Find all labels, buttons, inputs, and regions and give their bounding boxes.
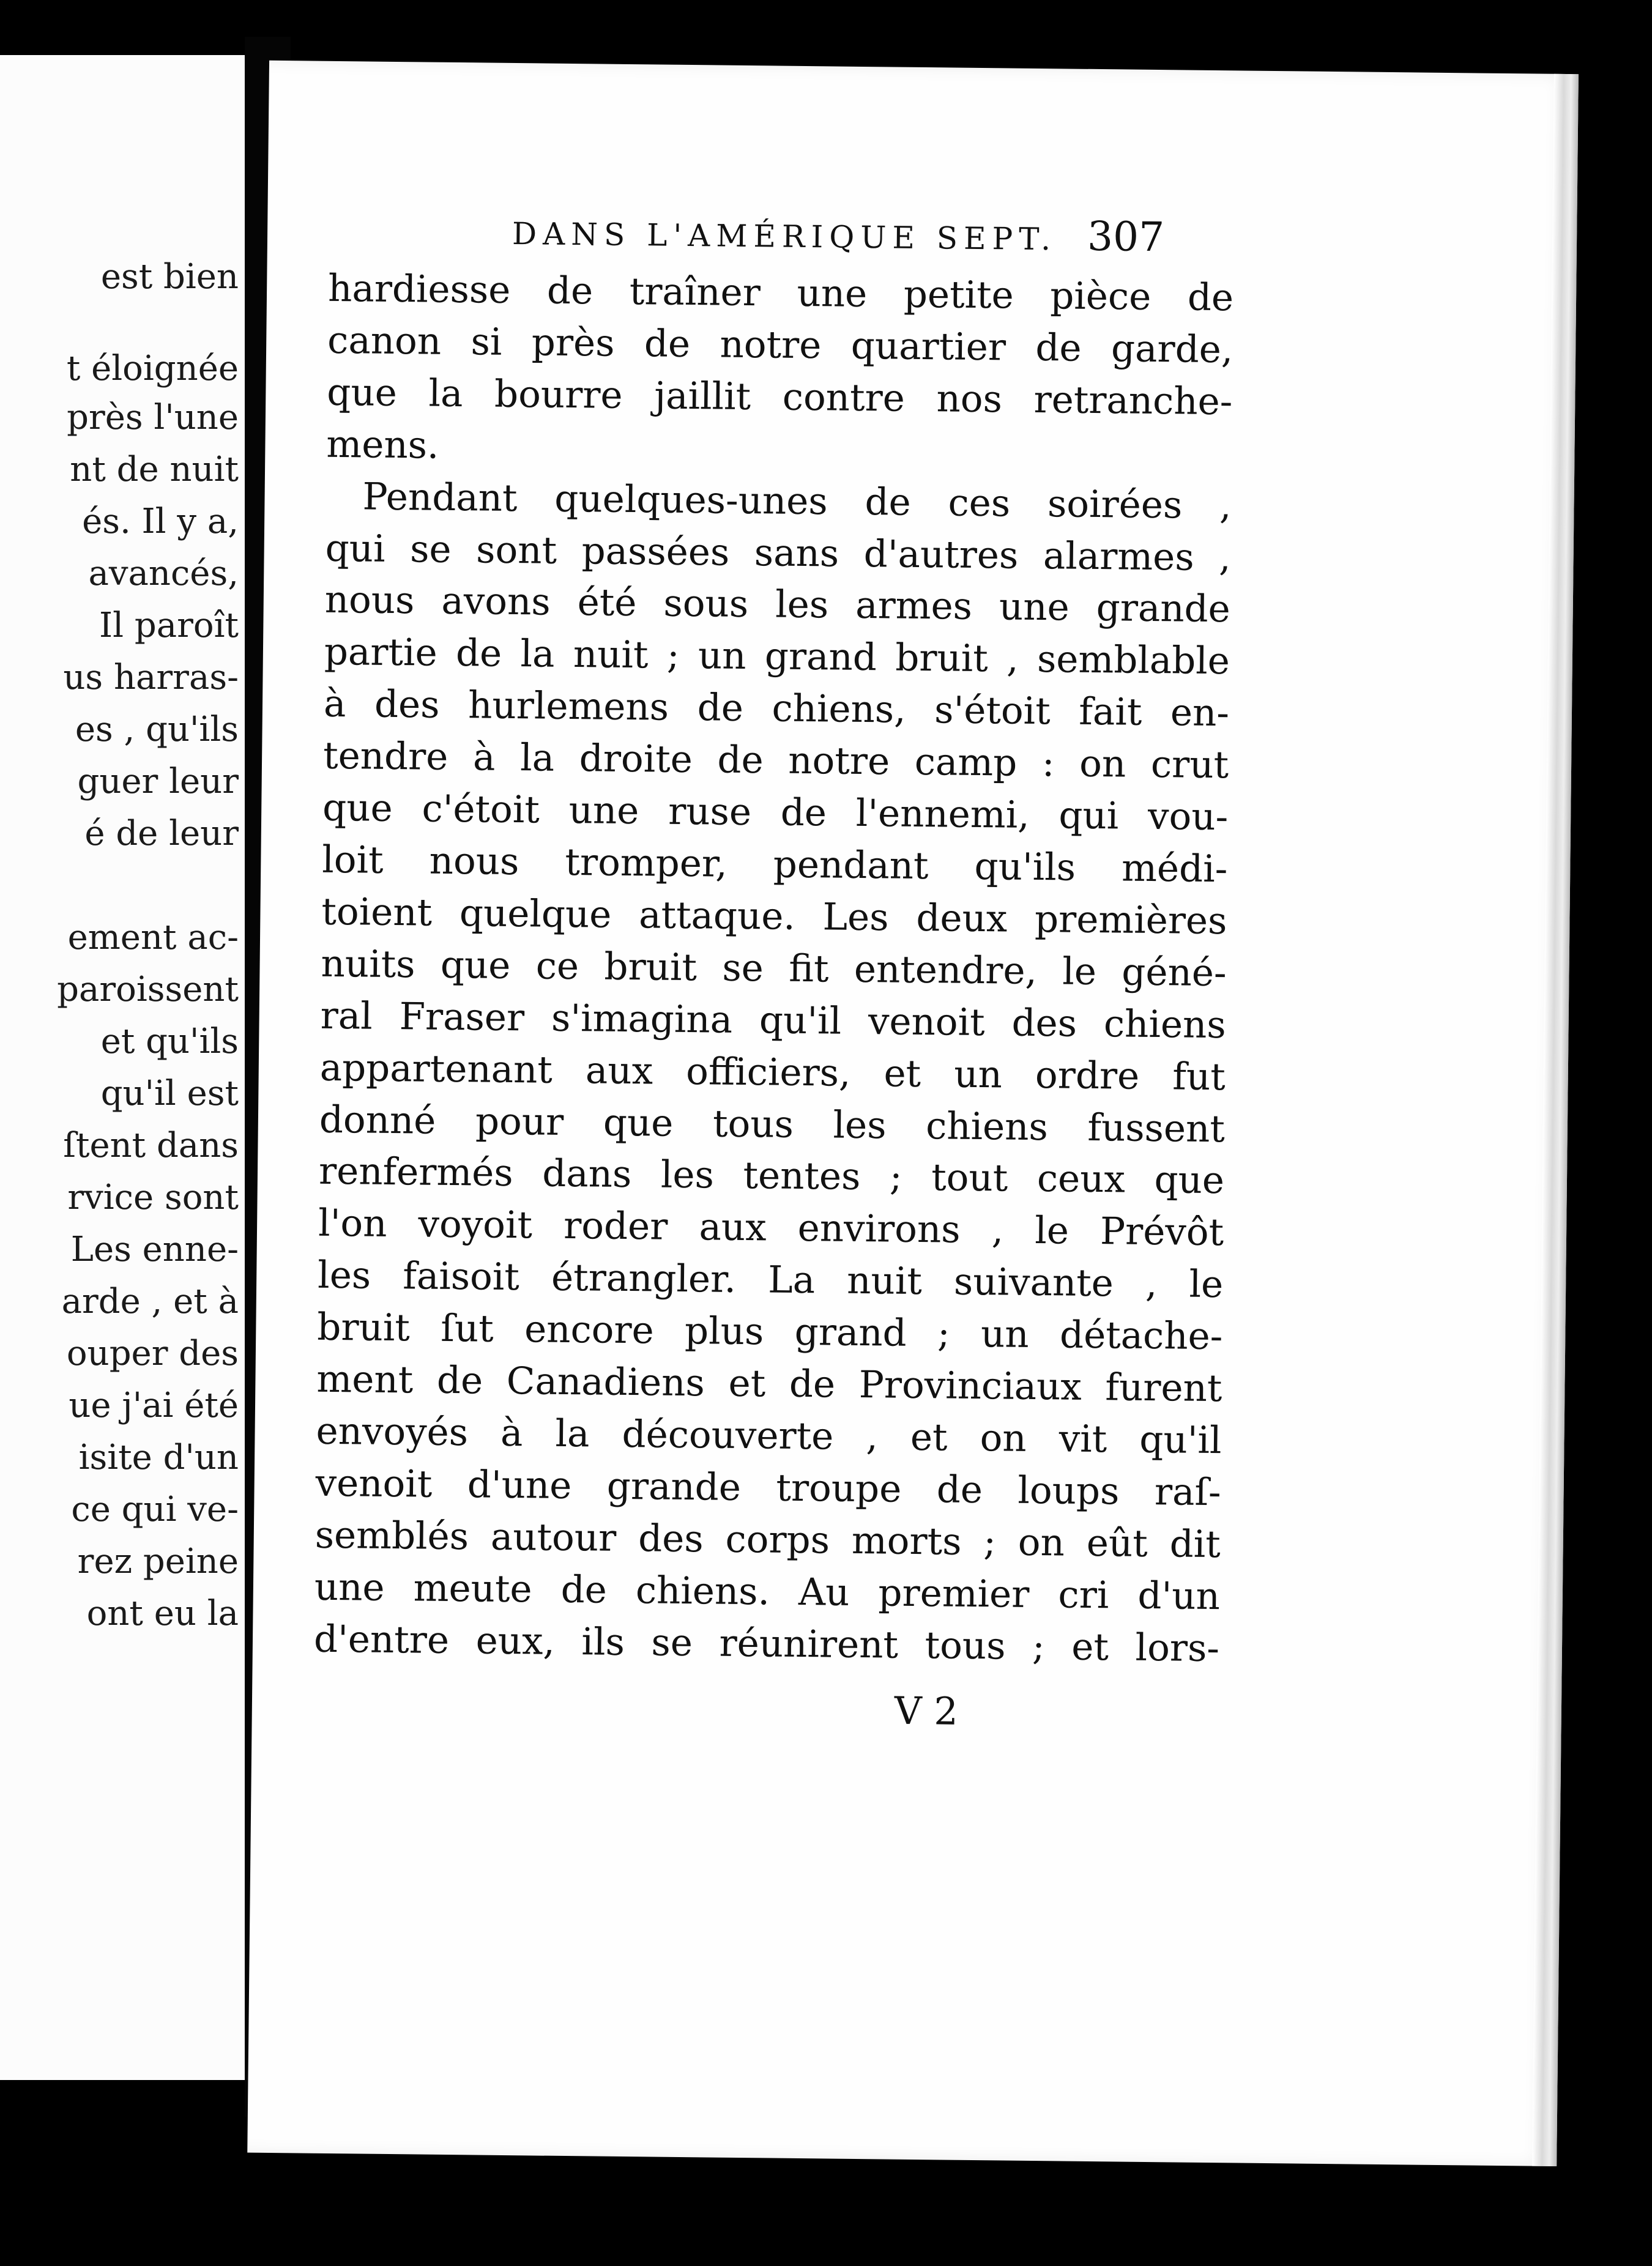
text-line: toient quelque attaque. Les deux premières (321, 890, 1227, 943)
text-line: une meute de chiens. Au premier cri d'un (314, 1565, 1221, 1618)
text-line: venoit d'une grande troupe de loups raſ- (315, 1461, 1222, 1515)
text-line: donné pour que tous les chiens fussent (319, 1098, 1226, 1151)
left-line: é de leur (84, 814, 239, 853)
left-line: arde , et à (61, 1282, 239, 1321)
left-line: ce qui ve- (71, 1490, 239, 1529)
left-line: ſtent dans (63, 1126, 239, 1165)
text-line: bruit ſut encore plus grand ; un détache- (317, 1305, 1223, 1359)
left-line: ouper des (66, 1334, 239, 1373)
left-line: avancés, (88, 554, 239, 593)
left-line: rez peine (77, 1542, 239, 1581)
text-line: tendre à la droite de notre camp : on crut (322, 734, 1229, 787)
left-line: et qu'ils (100, 1022, 239, 1061)
text-line: que la bourre jaillit contre nos retranche- (327, 370, 1233, 424)
text-line: les faisoit étrangler. La nuit suivante , le (317, 1253, 1224, 1307)
left-line: t éloignée (66, 349, 239, 388)
left-line: guer leur (77, 762, 239, 801)
left-line: qu'il est (100, 1074, 239, 1113)
left-line: us harras- (63, 658, 239, 697)
text-line: renfermés dans les tentes ; tout ceux que (318, 1150, 1225, 1203)
text-line: d'entre eux, ils se réunirent tous ; et lors- (313, 1617, 1220, 1670)
page-number: 307 (1087, 212, 1165, 261)
text-line: canon si près de notre quartier de garde, (327, 318, 1233, 372)
left-line: paroissent (57, 970, 239, 1009)
text-line: à des hurlemens de chiens, s'étoit fait en- (323, 682, 1230, 735)
text-line: ral Fraser s'imagina qu'il venoit des chiens (320, 994, 1227, 1047)
left-line: est bien (100, 257, 239, 297)
left-line: es , qu'ils (75, 710, 239, 749)
text-line: semblés autour des corps morts ; on eût dit (314, 1513, 1221, 1566)
page-edge (1532, 74, 1579, 2166)
text-line: nuits que ce bruit se fit entendre, le géné- (321, 942, 1227, 995)
right-page (247, 61, 1579, 2166)
text-line: nous avons été sous les armes une grande (324, 578, 1231, 631)
text-line: partie de la nuit ; un grand bruit , semblable (324, 630, 1230, 683)
left-line: Les enne- (70, 1230, 239, 1269)
left-line: nt de nuit (70, 450, 239, 489)
left-line: Il paroît (99, 606, 239, 645)
text-line: loit nous tromper, pendant qu'ils médi- (322, 838, 1228, 891)
left-line: ement ac- (67, 918, 239, 957)
left-page (0, 55, 245, 2080)
left-line: ont eu la (86, 1594, 239, 1633)
running-head: DANS L'AMÉRIQUE SEPT. (512, 215, 1057, 258)
text-line: envoyés à la découverte , et on vit qu'il (316, 1409, 1222, 1463)
body-text (314, 263, 1234, 1675)
text-line: appartenant aux officiers, et un ordre fut (319, 1046, 1226, 1099)
text-line: ment de Canadiens et de Provinciaux furent (316, 1357, 1222, 1411)
left-line: isite d'un (78, 1438, 239, 1477)
signature-mark: V 2 (894, 1688, 959, 1734)
text-line: mens. (326, 422, 439, 467)
text-line: que c'étoit une ruse de l'ennemi, qui vou- (322, 786, 1229, 839)
text-line: l'on voyoit roder aux environs , le Prévôt (318, 1202, 1224, 1255)
left-line: rvice sont (67, 1178, 239, 1217)
text-line: Pendant quelques-unes de ces soirées , (362, 475, 1232, 527)
text-line: hardiesse de traîner une petite pièce de (327, 266, 1234, 320)
left-line: ue j'ai été (69, 1386, 239, 1425)
left-line: és. Il y a, (82, 502, 239, 541)
left-line: près l'une (67, 398, 239, 437)
text-line: qui se sont passées sans d'autres alarmes , (325, 526, 1232, 579)
